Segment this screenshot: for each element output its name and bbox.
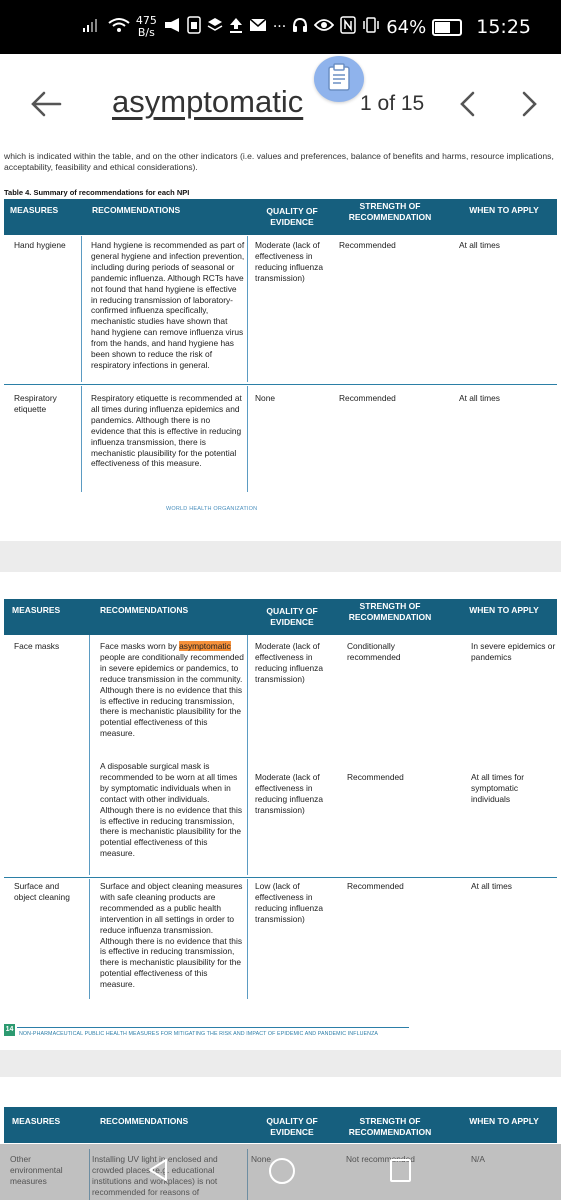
row-strength: Conditionally recommended	[347, 641, 401, 662]
more-dots-icon: ···	[272, 19, 287, 35]
nav-recents-icon[interactable]	[390, 1159, 411, 1182]
next-match-icon[interactable]	[516, 84, 542, 124]
column-divider	[89, 879, 90, 999]
row-recommendation: A disposable surgical mask is recommended to be worn at all times by symptomatic individuals when in contact with other individuals. Although there is no evidence that this is effective in reducing transmission, there is mechanistic plausibility for the potential effectiveness of this measure.	[100, 761, 243, 859]
nfc-icon	[340, 16, 356, 38]
nav-back-icon[interactable]	[146, 1158, 170, 1182]
col-when: WHEN TO APPLY	[469, 205, 539, 215]
column-divider	[247, 635, 248, 875]
row-recommendation: Face masks worn by asymptomatic people are conditionally recommended in severe epidemics or pandemics, to reduce transmission in the community. Although there is no evidence that this is effective in reducing transmission, there is mechanistic plausibility for the potential effectiveness of this measure.	[100, 641, 244, 739]
col-measures: MEASURES	[12, 605, 61, 615]
back-arrow-icon[interactable]	[26, 84, 66, 124]
upload-icon	[229, 17, 243, 37]
column-divider	[247, 236, 248, 382]
col-quality: QUALITY OF EVIDENCE	[266, 606, 318, 627]
page-number: 14	[4, 1024, 15, 1036]
table-header	[4, 1107, 557, 1143]
wifi-icon	[108, 17, 130, 37]
battery-percent: 64%	[386, 16, 427, 38]
col-when: WHEN TO APPLY	[469, 605, 539, 615]
table-header	[4, 199, 557, 235]
clipboard-icon	[327, 63, 351, 96]
footer-rule	[17, 1027, 409, 1028]
col-quality: QUALITY OF EVIDENCE	[266, 206, 318, 227]
match-count: 1 of 15	[360, 92, 425, 115]
headset-icon	[292, 17, 308, 37]
col-recommendations: RECOMMENDATIONS	[92, 205, 181, 215]
table-header	[4, 599, 557, 635]
row-strength: Recommended	[339, 393, 396, 403]
col-recommendations: RECOMMENDATIONS	[100, 1116, 189, 1126]
nav-home-icon[interactable]	[269, 1158, 295, 1184]
intro-paragraph: which is indicated within the table, and on the other indicators (i.e. values and preferences, balance of benefits and harms, resource implications, acceptability, feasibility and ethical considerations).	[4, 151, 554, 172]
search-input[interactable]: asymptomatic	[112, 84, 304, 119]
eye-icon	[314, 18, 334, 36]
col-quality: QUALITY OF EVIDENCE	[266, 1116, 318, 1137]
row-separator	[4, 384, 557, 385]
column-divider	[81, 236, 82, 382]
row-when: In severe epidemics or pandemics	[471, 641, 556, 662]
row-measure: Face masks	[14, 641, 60, 651]
previous-match-icon[interactable]	[455, 84, 481, 124]
battery-icon	[432, 19, 462, 36]
row-recommendation: Surface and object cleaning measures with safe cleaning products are recommended as a public health intervention in all settings in order to reduce influenza transmission. Although there is no evidence that this is effective in reducing transmission, there is mechanistic plausibility for the potential effectiveness of this measure.	[100, 881, 243, 990]
col-when: WHEN TO APPLY	[469, 1116, 539, 1126]
column-divider	[247, 386, 248, 492]
status-bar	[0, 0, 561, 54]
col-strength: STRENGTH OF RECOMMENDATION	[348, 201, 432, 222]
col-measures: MEASURES	[10, 205, 59, 215]
col-recommendations: RECOMMENDATIONS	[100, 605, 189, 615]
column-divider	[81, 386, 82, 492]
row-recommendation: Hand hygiene is recommended as part of general hygiene and infection prevention, including during periods of seasonal or pandemic influenza. Although RCTs have not found that hand hygiene is effective in reducing transmission of laboratory-confirmed influenza specifically, mechanistic studies have shown that hand hygiene can remove influenza virus from the hands, and hand hygiene has been shown to reduce the risk of respiratory infections in general.	[91, 240, 245, 370]
signal-icon	[82, 18, 102, 36]
row-separator	[4, 877, 557, 878]
megaphone-icon	[163, 17, 181, 37]
row-quality: None	[255, 393, 276, 403]
row-strength: Recommended	[339, 240, 396, 250]
find-toolbar	[0, 54, 561, 152]
table-caption: Table 4. Summary of recommendations for each NPI	[4, 188, 190, 197]
row-strength: Recommended	[347, 772, 404, 782]
row-measure: Surface and object cleaning	[14, 881, 70, 902]
clipboard-button[interactable]	[314, 56, 364, 102]
mail-icon	[249, 18, 267, 36]
row-quality: Low (lack of effectiveness in reducing influenza transmission)	[255, 881, 323, 924]
document-page	[0, 572, 561, 1050]
search-highlight: asymptomatic	[179, 641, 231, 651]
network-speed: 475 B/s	[135, 14, 157, 39]
layers-icon	[207, 17, 223, 37]
column-divider	[89, 635, 90, 875]
row-when: At all times	[459, 240, 500, 250]
column-divider	[247, 879, 248, 999]
row-measure: Respiratory etiquette	[14, 393, 57, 414]
page-footer: WORLD HEALTH ORGANIZATION	[166, 506, 258, 512]
clock: 15:25	[476, 16, 531, 38]
row-quality: Moderate (lack of effectiveness in reducing influenza transmission)	[255, 641, 323, 684]
row-quality: Moderate (lack of effectiveness in reducing influenza transmission)	[255, 772, 323, 815]
vibrate-icon	[362, 16, 380, 38]
row-recommendation: Respiratory etiquette is recommended at all times during influenza epidemics and pandemics. Although there is no evidence that this is effective in reducing influenza transmission, there is mechanistic plausibility for the potential effectiveness of this measure.	[91, 393, 242, 469]
row-when: At all times	[471, 881, 512, 891]
row-measure: Hand hygiene	[14, 240, 66, 250]
sim-icon	[187, 16, 201, 38]
row-strength: Recommended	[347, 881, 404, 891]
col-measures: MEASURES	[12, 1116, 61, 1126]
row-when: At all times for symptomatic individuals	[471, 772, 525, 804]
row-when: At all times	[459, 393, 500, 403]
col-strength: STRENGTH OF RECOMMENDATION	[348, 1116, 432, 1137]
document-page	[0, 152, 561, 541]
page-footer: NON-PHARMACEUTICAL PUBLIC HEALTH MEASURES FOR MITIGATING THE RISK AND IMPACT OF EPIDEMIC AND PANDEMIC INFLUENZA	[19, 1031, 379, 1037]
col-strength: STRENGTH OF RECOMMENDATION	[348, 601, 432, 622]
row-quality: Moderate (lack of effectiveness in reducing influenza transmission)	[255, 240, 323, 283]
